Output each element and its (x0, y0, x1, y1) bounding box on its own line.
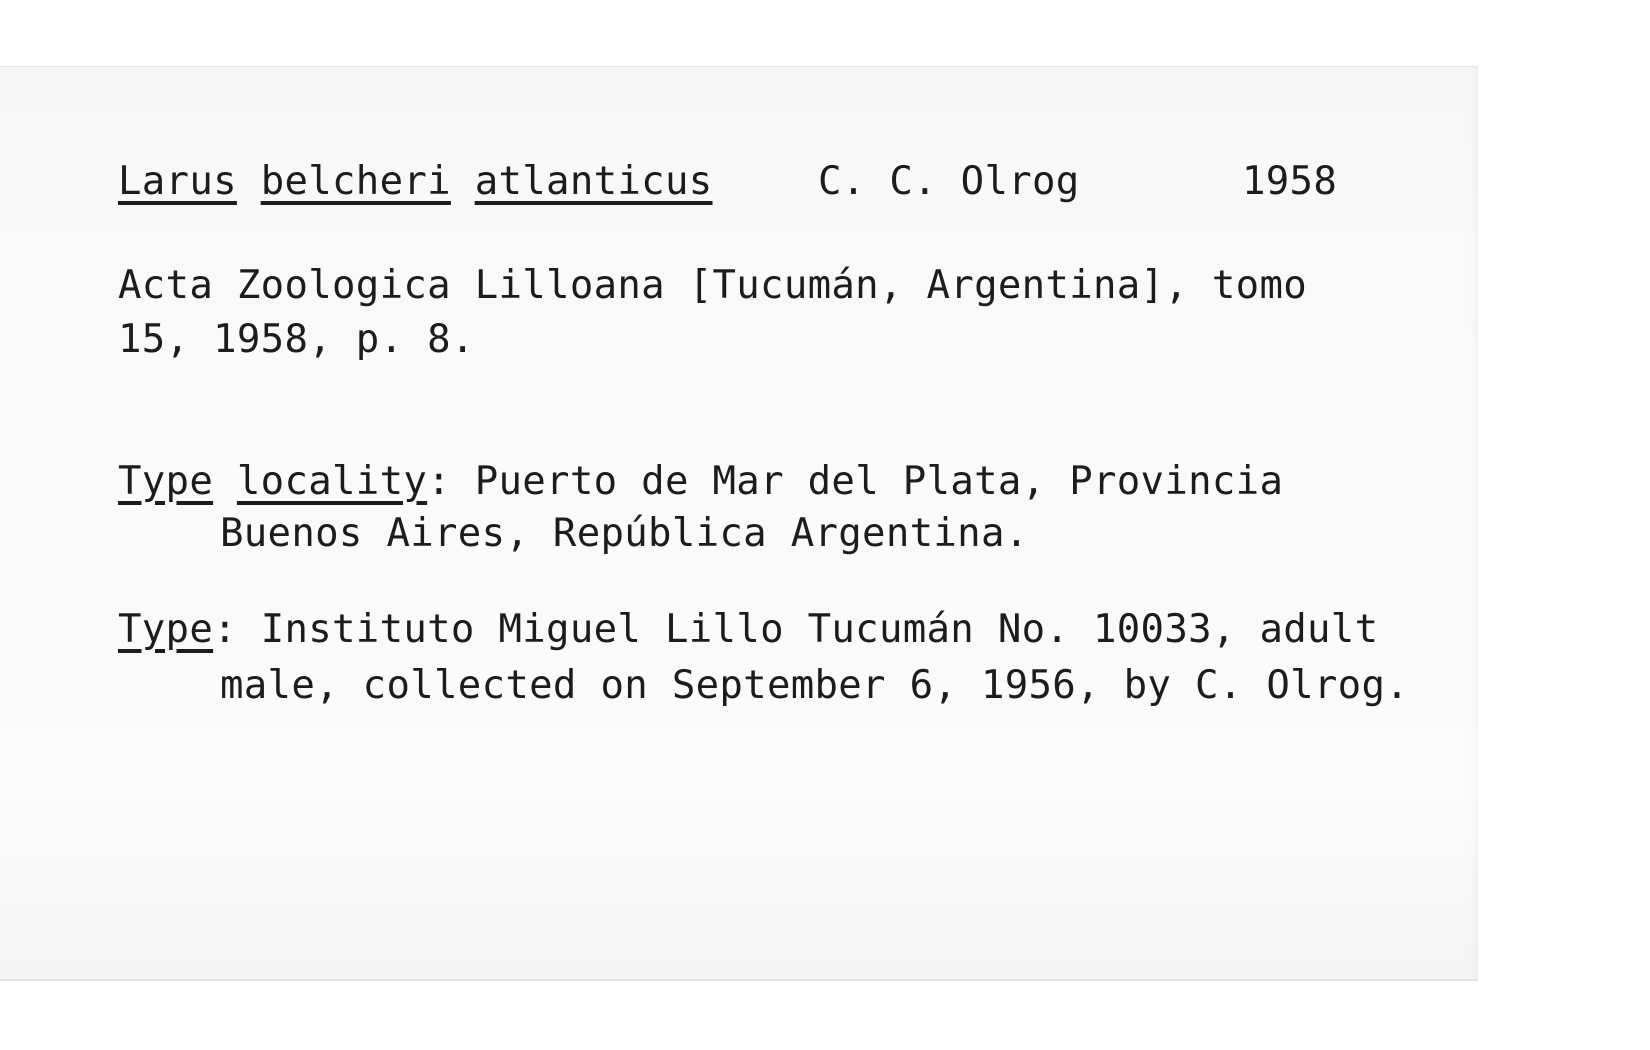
type-locality-label-locality: locality (236, 459, 428, 504)
type-locality-line-1 (118, 459, 1283, 504)
type-separator: : (213, 607, 237, 652)
type-label: Type (118, 607, 214, 652)
citation-line-2: 15, 1958, p. 8. (118, 317, 475, 362)
type-locality-separator: : (427, 459, 451, 504)
type-text-1: Instituto Miguel Lillo Tucumán No. 10033, adult (260, 607, 1379, 652)
index-card (0, 66, 1478, 981)
type-locality-text-1: Puerto de Mar del Plata, Provincia (474, 459, 1284, 504)
taxon-heading (118, 159, 713, 204)
subspecies-name: atlanticus (474, 159, 713, 204)
author-name: C. C. Olrog (818, 159, 1080, 204)
species-name: belcheri (260, 159, 451, 204)
genus-name: Larus (118, 159, 237, 204)
publication-year: 1958 (1242, 159, 1338, 204)
type-line-1 (118, 607, 1378, 652)
type-locality-label-type: Type (118, 459, 214, 504)
citation-line-1: Acta Zoologica Lilloana [Tucumán, Argentina], tomo (118, 263, 1307, 308)
type-locality-text-2: Buenos Aires, República Argentina. (220, 511, 1029, 556)
type-text-2: male, collected on September 6, 1956, by C. Olrog. (220, 663, 1409, 708)
